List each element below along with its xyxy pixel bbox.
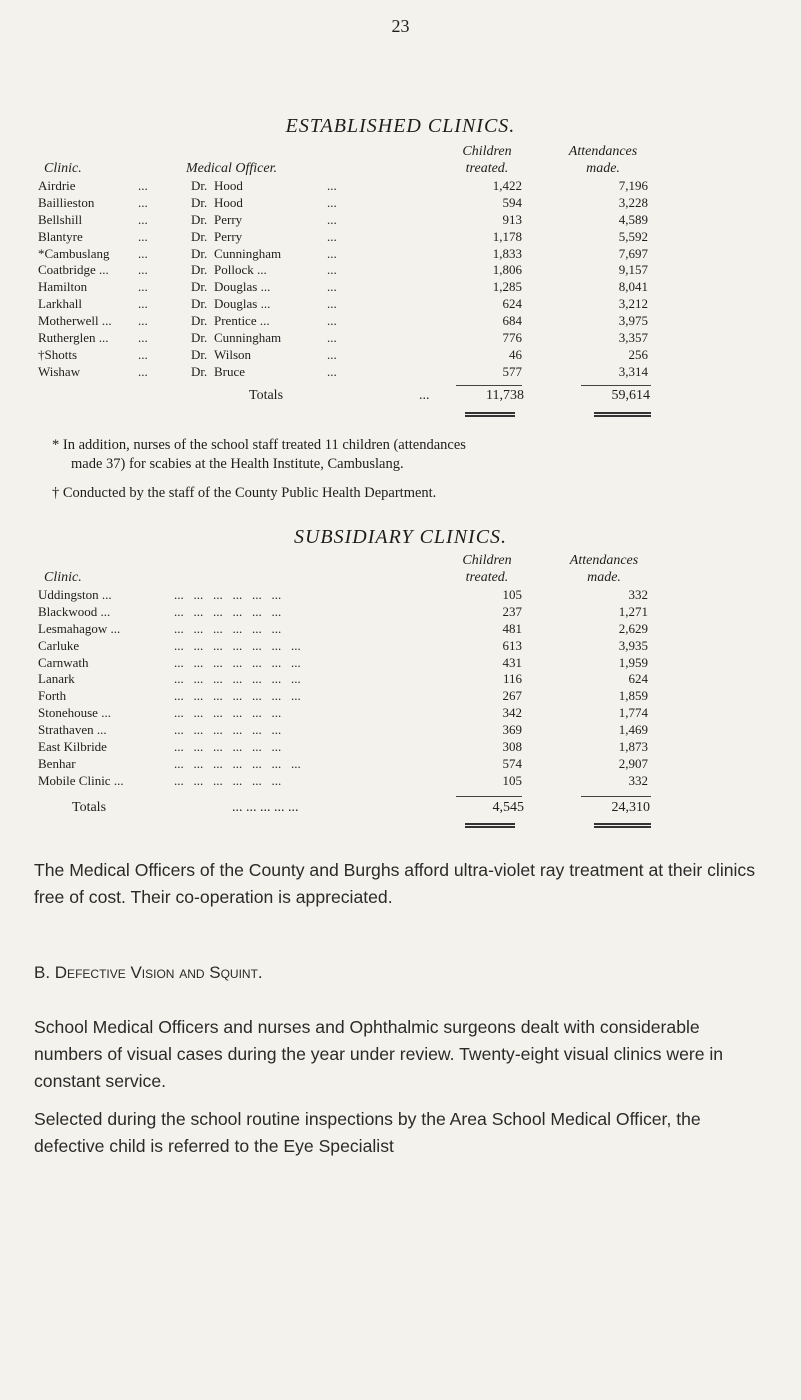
doctor-prefix: Dr. [191, 363, 208, 379]
table-row [38, 279, 648, 296]
leader-dots: ... [327, 346, 337, 362]
sub-attend-header-line1: Attendances [569, 553, 639, 568]
attendances-made: 3,975 [618, 313, 648, 329]
medical-officer: Perry [214, 228, 243, 244]
sub-children-header [448, 552, 526, 586]
clinic-name: †Shotts [38, 346, 78, 362]
children-treated: 431 [502, 654, 522, 670]
children-treated: 577 [502, 363, 522, 379]
est-children-header-line1: Children [462, 144, 512, 159]
table-row [38, 688, 648, 705]
children-treated: 574 [502, 755, 522, 771]
leader-dots: ... [138, 279, 148, 295]
leader-dots: ... [327, 262, 337, 278]
attendances-made: 4,589 [618, 211, 648, 227]
medical-officer: Cunningham [214, 330, 282, 346]
leader-dots: ... ... ... ... ... ... [174, 705, 282, 721]
est-attend-header-line1: Attendances [568, 144, 638, 159]
attendances-made: 256 [628, 346, 648, 362]
leader-dots: ... [138, 245, 148, 261]
leader-dots: ... [327, 211, 337, 227]
subsidiary-title: SUBSIDIARY CLINICS. [293, 526, 508, 548]
est-attend-header [548, 143, 658, 177]
medical-officer: Bruce [214, 363, 246, 379]
est-children-rule [456, 385, 522, 386]
children-treated: 46 [509, 346, 522, 362]
children-treated: 481 [502, 620, 522, 636]
leader-dots: ... ... ... ... ... ... ... [174, 654, 301, 670]
table-row [38, 246, 648, 263]
attendances-made: 7,196 [618, 178, 648, 193]
leader-dots: ... [327, 363, 337, 379]
children-treated: 913 [502, 211, 522, 227]
leader-dots: ... [327, 330, 337, 346]
attendances-made: 8,041 [618, 279, 648, 295]
medical-officer: Wilson [214, 346, 252, 362]
doctor-prefix: Dr. [191, 279, 208, 295]
established-title: ESTABLISHED CLINICS. [285, 115, 516, 137]
clinic-name: Lanark [38, 671, 75, 687]
clinic-name: Lesmahagow ... [38, 620, 121, 636]
doctor-prefix: Dr. [191, 211, 208, 227]
medical-officer: Hood [214, 194, 243, 210]
paragraph-visual-cases: School Medical Officers and nurses and Ophthalmic surgeons dealt with considerable numbers of visual cases during the year under review. Twenty-eight visual clinics were in constant service. [34, 1017, 724, 1091]
clinic-name: Blackwood ... [38, 603, 111, 619]
est-attend-header-line2: made. [586, 161, 620, 176]
attendances-made: 2,629 [618, 620, 648, 636]
est-clinic-header: Clinic. [44, 161, 82, 176]
table-row [38, 722, 648, 739]
clinic-name: Hamilton [38, 279, 88, 295]
leader-dots: ... ... ... ... ... ... [174, 722, 282, 738]
attendances-made: 3,228 [618, 194, 648, 210]
medical-officer: Perry [214, 211, 243, 227]
clinic-name: Baillieston [38, 194, 95, 210]
attendances-made: 1,271 [618, 603, 648, 619]
sub-attend-header-line2: made. [587, 570, 621, 585]
clinic-name: Larkhall [38, 296, 83, 312]
clinic-name: Carluke [38, 637, 80, 653]
attendances-made: 1,959 [618, 654, 648, 670]
attendances-made: 3,212 [618, 296, 648, 312]
leader-dots: ... [327, 245, 337, 261]
attendances-made: 7,697 [618, 245, 648, 261]
doctor-prefix: Dr. [191, 228, 208, 244]
footnote-star: * In addition, nurses of the school staff treated 11 children (attendances [52, 437, 466, 453]
leader-dots: ... [327, 194, 337, 210]
leader-dots: ... [138, 313, 148, 329]
children-treated: 684 [502, 313, 522, 329]
est-attend-rule [581, 385, 651, 386]
children-treated: 237 [502, 603, 522, 619]
children-treated: 1,422 [492, 178, 522, 193]
children-treated: 1,285 [492, 279, 522, 295]
children-treated: 1,833 [492, 245, 522, 261]
attendances-made: 9,157 [618, 262, 648, 278]
sub-children-header-line2: treated. [465, 570, 509, 585]
table-row [38, 756, 648, 773]
est-totals-attend: 59,614 [611, 388, 650, 403]
table-row [38, 739, 648, 756]
table-row [38, 347, 648, 364]
medical-officer: Pollock ... [214, 262, 267, 278]
attendances-made: 3,357 [618, 330, 648, 346]
doctor-prefix: Dr. [191, 194, 208, 210]
leader-dots: ... [327, 296, 337, 312]
attendances-made: 3,935 [618, 637, 648, 653]
attendances-made: 1,469 [618, 722, 648, 738]
footnote-star-cont: made 37) for scabies at the Health Institute, Cambuslang. [71, 456, 404, 472]
doctor-prefix: Dr. [191, 346, 208, 362]
clinic-name: Mobile Clinic ... [38, 772, 124, 788]
section-b-heading: B. Defective Vision and Squint. [34, 963, 263, 982]
table-row [38, 621, 648, 638]
clinic-name: Bellshill [38, 211, 83, 227]
children-treated: 342 [502, 705, 522, 721]
table-row [38, 705, 648, 722]
clinic-name: Motherwell ... [38, 313, 112, 329]
leader-dots: ... [138, 330, 148, 346]
attendances-made: 5,592 [618, 228, 648, 244]
table-row [38, 262, 648, 279]
est-children-double-rule [465, 412, 515, 417]
leader-dots: ... [138, 262, 148, 278]
clinic-name: *Cambuslang [38, 245, 110, 261]
leader-dots: ... [327, 228, 337, 244]
subsidiary-clinics-table [38, 587, 648, 790]
sub-children-rule [456, 796, 522, 797]
clinic-name: Airdrie [38, 178, 76, 193]
leader-dots: ... [138, 228, 148, 244]
clinic-name: Strathaven ... [38, 722, 107, 738]
children-treated: 1,806 [492, 262, 522, 278]
sub-totals-label: Totals [72, 800, 107, 815]
attendances-made: 332 [628, 587, 648, 602]
table-row [38, 604, 648, 621]
clinic-name: Carnwath [38, 654, 89, 670]
table-row [38, 655, 648, 672]
medical-officer: Hood [214, 178, 243, 193]
est-totals-dots: ... [419, 388, 430, 403]
table-row [38, 330, 648, 347]
sub-totals-children: 4,545 [492, 800, 524, 815]
sub-children-double-rule [465, 823, 515, 828]
page-number: 23 [391, 16, 410, 36]
table-row [38, 229, 648, 246]
children-treated: 308 [502, 739, 522, 755]
doctor-prefix: Dr. [191, 245, 208, 261]
sub-totals-dots: ... ... ... ... ... [232, 800, 299, 815]
children-treated: 105 [502, 772, 522, 788]
paragraph-selected: Selected during the school routine inspections by the Area School Medical Officer, the defective child is referred to the Eye Specialist [34, 1109, 701, 1156]
footnote-dagger: † Conducted by the staff of the County Public Health Department. [52, 485, 437, 501]
leader-dots: ... ... ... ... ... ... ... [174, 755, 301, 771]
table-row [38, 296, 648, 313]
children-treated: 369 [502, 722, 522, 738]
children-treated: 105 [502, 587, 522, 602]
leader-dots: ... [138, 296, 148, 312]
est-totals-label: Totals [249, 388, 284, 403]
clinic-name: East Kilbride [38, 739, 107, 755]
leader-dots: ... ... ... ... ... ... [174, 772, 282, 788]
leader-dots: ... ... ... ... ... ... [174, 603, 282, 619]
children-treated: 624 [502, 296, 522, 312]
table-row [38, 587, 648, 604]
children-treated: 613 [502, 637, 522, 653]
doctor-prefix: Dr. [191, 296, 208, 312]
medical-officer: Douglas ... [214, 279, 271, 295]
est-children-header-line2: treated. [465, 161, 509, 176]
table-row [38, 195, 648, 212]
doctor-prefix: Dr. [191, 178, 208, 193]
attendances-made: 624 [628, 671, 648, 687]
paragraph-ultra-violet: The Medical Officers of the County and Burghs afford ultra-violet ray treatment at their clinics free of cost. Their co-operation is appreciated. [34, 860, 756, 907]
leader-dots: ... [138, 194, 148, 210]
leader-dots: ... ... ... ... ... ... ... [174, 688, 301, 704]
children-treated: 116 [502, 671, 522, 687]
leader-dots: ... ... ... ... ... ... ... [174, 637, 301, 653]
leader-dots: ... ... ... ... ... ... [174, 739, 282, 755]
children-treated: 267 [502, 688, 522, 704]
leader-dots: ... [327, 178, 337, 193]
medical-officer: Douglas ... [214, 296, 271, 312]
clinic-name: Rutherglen ... [38, 330, 109, 346]
est-children-header [448, 143, 526, 177]
est-attend-double-rule [594, 412, 651, 417]
sub-totals-attend: 24,310 [611, 800, 650, 815]
medical-officer: Cunningham [214, 245, 282, 261]
clinic-name: Uddingston ... [38, 587, 112, 602]
doctor-prefix: Dr. [191, 330, 208, 346]
doctor-prefix: Dr. [191, 313, 208, 329]
clinic-name: Stonehouse ... [38, 705, 111, 721]
table-row [38, 212, 648, 229]
clinic-name: Coatbridge ... [38, 262, 109, 278]
leader-dots: ... [138, 346, 148, 362]
clinic-name: Wishaw [38, 363, 81, 379]
table-row [38, 773, 648, 790]
doctor-prefix: Dr. [191, 262, 208, 278]
children-treated: 776 [502, 330, 522, 346]
leader-dots: ... [327, 279, 337, 295]
table-row [38, 178, 648, 195]
attendances-made: 2,907 [618, 755, 648, 771]
table-row [38, 313, 648, 330]
established-clinics-table [38, 178, 648, 381]
table-row [38, 638, 648, 655]
leader-dots: ... [138, 211, 148, 227]
sub-attend-header [548, 552, 660, 586]
attendances-made: 1,774 [618, 705, 648, 721]
attendances-made: 3,314 [618, 363, 648, 379]
clinic-name: Blantyre [38, 228, 83, 244]
sub-clinic-header: Clinic. [44, 570, 82, 585]
medical-officer: Prentice ... [214, 313, 270, 329]
sub-children-header-line1: Children [462, 553, 512, 568]
leader-dots: ... ... ... ... ... ... [174, 587, 282, 602]
est-officer-header: Medical Officer. [186, 161, 277, 176]
attendances-made: 1,859 [618, 688, 648, 704]
est-totals-children: 11,738 [486, 388, 524, 403]
sub-attend-double-rule [594, 823, 651, 828]
table-row [38, 671, 648, 688]
clinic-name: Forth [38, 688, 67, 704]
leader-dots: ... ... ... ... ... ... [174, 620, 282, 636]
table-row [38, 364, 648, 381]
children-treated: 594 [502, 194, 522, 210]
children-treated: 1,178 [492, 228, 522, 244]
sub-attend-rule [581, 796, 651, 797]
leader-dots: ... [138, 178, 148, 193]
clinic-name: Benhar [38, 755, 76, 771]
leader-dots: ... [327, 313, 337, 329]
leader-dots: ... ... ... ... ... ... ... [174, 671, 301, 687]
attendances-made: 332 [628, 772, 648, 788]
attendances-made: 1,873 [618, 739, 648, 755]
leader-dots: ... [138, 363, 148, 379]
